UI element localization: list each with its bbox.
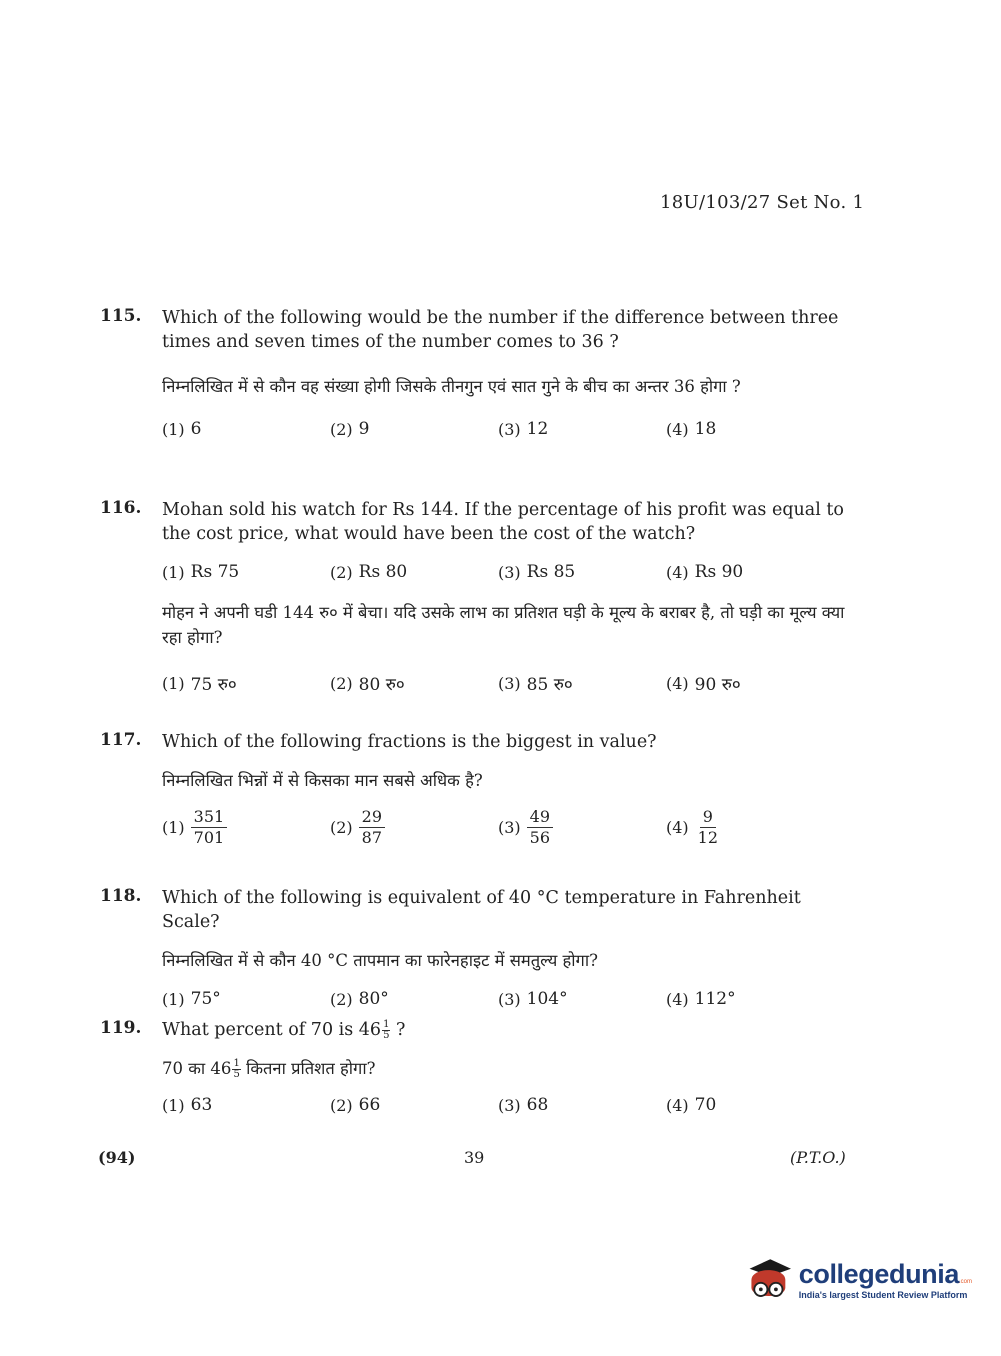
option-value: 80 रु०: [358, 675, 405, 695]
option-value: 63: [190, 1095, 213, 1115]
option-2: [330, 989, 498, 1009]
question-number: 119.: [100, 1018, 142, 1038]
option-label: (2): [330, 562, 353, 582]
option-4: [666, 562, 834, 582]
option-1: [162, 419, 330, 439]
option-2: [330, 672, 498, 695]
option-2: [330, 1095, 498, 1115]
option-label: (2): [330, 674, 353, 693]
option-1: [162, 1095, 330, 1115]
booklet-code: (94): [98, 1148, 136, 1167]
question-text-hindi: निम्नलिखित भिन्नों में से किसका मान सबसे अधिक है?: [162, 771, 483, 790]
fraction: [695, 807, 721, 848]
option-label: (1): [162, 419, 185, 439]
option-value: Rs 90: [694, 562, 744, 582]
option-value: 80°: [358, 989, 389, 1009]
option-label: (3): [498, 1095, 521, 1115]
option-value: 66: [358, 1095, 381, 1115]
option-value: 112°: [694, 989, 736, 1009]
question-number: 117.: [100, 730, 142, 750]
option-label: (3): [498, 818, 521, 837]
option-3: [498, 807, 666, 848]
option-label: (2): [330, 419, 353, 439]
fraction: [191, 807, 228, 848]
logo-text: [799, 1259, 972, 1301]
option-value: Rs 85: [526, 562, 576, 582]
option-value: 90 रु०: [694, 675, 741, 695]
denominator: 87: [361, 828, 383, 847]
option-3: [498, 562, 666, 582]
question-117: [100, 730, 860, 848]
question-text-hindi: निम्नलिखित में से कौन वह संख्या होगी जिसके तीनगुन एवं सात गुने के बीच का अन्तर 36 होगा ?: [162, 377, 741, 396]
logo-name: collegedunia: [798, 1259, 959, 1289]
fraction: [359, 807, 385, 848]
option-label: (1): [162, 562, 185, 582]
numerator: 351: [191, 807, 228, 828]
option-label: (3): [498, 674, 521, 693]
option-1: [162, 672, 330, 695]
text-post: ?: [396, 1020, 406, 1040]
text-pre: 70 का 46: [162, 1059, 232, 1078]
question-text-english: Which of the following would be the number if the difference between three times and seven times of the number comes to 36 ?: [162, 308, 839, 352]
logo-com: .com: [958, 1279, 972, 1285]
option-3: [498, 1095, 666, 1115]
option-value: 75°: [190, 989, 221, 1009]
options-row: [162, 807, 860, 848]
option-label: (1): [162, 674, 185, 693]
denominator: 701: [193, 828, 225, 847]
option-1: [162, 562, 330, 582]
question-text-hindi: निम्नलिखित में से कौन 40 °C तापमान का फारेनहाइट में समतुल्य होगा?: [162, 951, 598, 970]
option-4: [666, 1095, 834, 1115]
option-1: [162, 807, 330, 848]
option-value: 6: [190, 419, 202, 439]
option-4: [666, 807, 834, 848]
option-value: 12: [526, 419, 549, 439]
options-row: [162, 419, 860, 439]
question-text-english: Which of the following is equivalent of 40 °C temperature in Fahrenheit Scale?: [162, 888, 801, 932]
page-number: 39: [464, 1148, 485, 1167]
option-label: (2): [330, 989, 353, 1009]
option-label: (4): [666, 562, 689, 582]
numerator: 1: [383, 1019, 390, 1030]
option-3: [498, 989, 666, 1009]
option-label: (4): [666, 1095, 689, 1115]
text-post: कितना प्रतिशत होगा?: [246, 1059, 376, 1078]
option-value: 75 रु०: [190, 675, 237, 695]
mixed-fraction: [232, 1059, 240, 1080]
option-value: 104°: [526, 989, 568, 1009]
fraction: [527, 807, 553, 848]
option-value: Rs 75: [190, 562, 240, 582]
option-label: (1): [162, 989, 185, 1009]
option-label: (1): [162, 818, 185, 837]
mixed-fraction: [382, 1020, 390, 1041]
logo-tagline: India's largest Student Review Platform: [798, 1290, 968, 1300]
option-4: [666, 672, 834, 695]
options-row: [162, 989, 860, 1009]
option-label: (4): [666, 674, 689, 693]
option-value: 68: [526, 1095, 549, 1115]
option-label: (1): [162, 1095, 185, 1115]
numerator: 29: [359, 807, 385, 828]
question-115: [100, 306, 860, 439]
denominator: 12: [697, 828, 719, 847]
logo-name-row: [799, 1259, 972, 1289]
numerator: 49: [527, 807, 553, 828]
options-row: [162, 1095, 860, 1115]
option-3: [498, 419, 666, 439]
option-4: [666, 989, 834, 1009]
option-2: [330, 419, 498, 439]
option-value: 85 रु०: [526, 675, 573, 695]
denominator: 5: [383, 1030, 390, 1041]
options-row-english: [162, 562, 860, 582]
question-text-english: Mohan sold his watch for Rs 144. If the percentage of his profit was equal to the cost price, what would have been the cost of the watch?: [162, 500, 844, 544]
option-label: (4): [666, 419, 689, 439]
question-118: [100, 886, 860, 1009]
question-number: 115.: [100, 306, 142, 326]
question-text-english: [162, 1018, 860, 1042]
options-row-hindi: [162, 672, 860, 695]
option-2: [330, 562, 498, 582]
set-code: 18U/103/27 Set No. 1: [660, 192, 865, 213]
option-label: (3): [498, 989, 521, 1009]
option-label: (2): [330, 1095, 353, 1115]
denominator: 56: [529, 828, 551, 847]
mascot-icon: [742, 1252, 795, 1308]
option-label: (2): [330, 818, 353, 837]
option-value: 18: [694, 419, 717, 439]
option-value: Rs 80: [358, 562, 408, 582]
question-119: [100, 1018, 860, 1115]
option-value: 70: [694, 1095, 717, 1115]
question-text-hindi: [162, 1056, 860, 1081]
option-2: [330, 807, 498, 848]
option-label: (4): [666, 818, 689, 837]
option-label: (4): [666, 989, 689, 1009]
numerator: 9: [700, 807, 716, 828]
text-pre: What percent of 70 is 46: [162, 1020, 382, 1040]
denominator: 5: [233, 1069, 240, 1080]
pto-note: (P.T.O.): [790, 1148, 846, 1167]
option-3: [498, 672, 666, 695]
option-label: (3): [498, 419, 521, 439]
option-value: 9: [358, 419, 370, 439]
question-text-hindi: मोहन ने अपनी घडी 144 रु० में बेचा। यदि उसके लाभ का प्रतिशत घड़ी के मूल्य के बराबर है, तो घड़ी का मूल्य क्या रहा होगा?: [162, 603, 845, 647]
question-number: 118.: [100, 886, 142, 906]
question-number: 116.: [100, 498, 142, 518]
option-1: [162, 989, 330, 1009]
question-text-english: Which of the following fractions is the biggest in value?: [162, 732, 657, 752]
question-116: [100, 498, 860, 695]
numerator: 1: [233, 1058, 240, 1069]
collegedunia-logo: [742, 1250, 972, 1310]
option-4: [666, 419, 834, 439]
option-label: (3): [498, 562, 521, 582]
